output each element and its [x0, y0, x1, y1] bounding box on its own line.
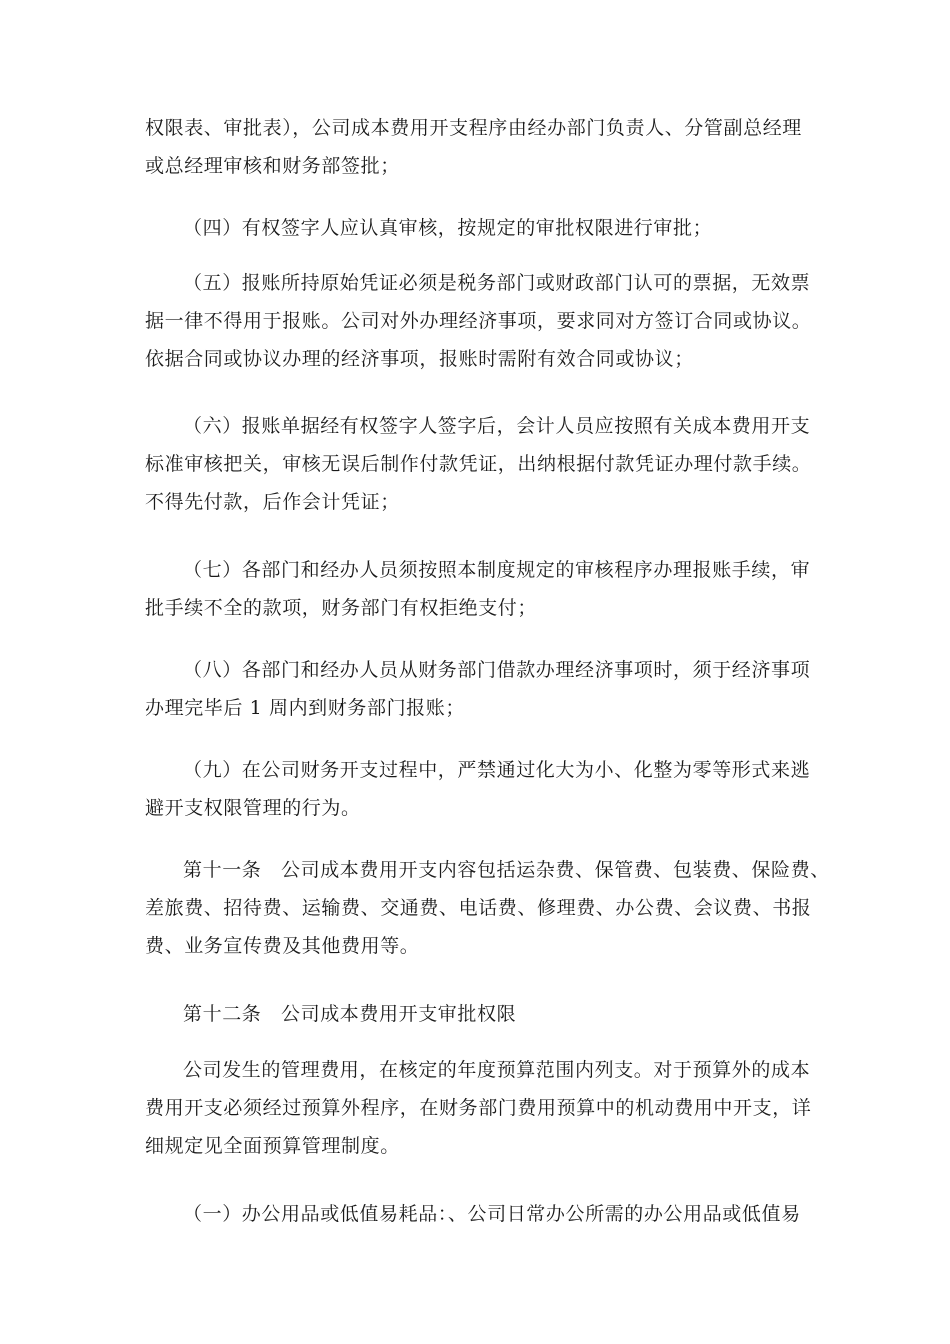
- paragraph-item-8: [145, 651, 825, 727]
- paragraph-item-4: [145, 209, 825, 247]
- text-line: 办理完毕后 1 周内到财务部门报账；: [145, 697, 465, 719]
- text-line: 避开支权限管理的行为。: [145, 797, 361, 819]
- text-line: 标准审核把关，审核无误后制作付款凭证，出纳根据付款凭证办理付款手续。: [145, 453, 812, 475]
- paragraph-item-5: [145, 264, 825, 378]
- text-line: 权限表、审批表），公司成本费用开支程序由经办部门负责人、分管副总经理: [145, 117, 802, 139]
- text-line: 或总经理审核和财务部签批；: [145, 155, 400, 177]
- paragraph-item-9: [145, 751, 825, 827]
- paragraph-item-6: [145, 407, 825, 521]
- text-line: （四）有权签字人应认真审核，按规定的审批权限进行审批；: [183, 217, 713, 239]
- text-line: 批手续不全的款项，财务部门有权拒绝支付；: [145, 597, 538, 619]
- text-line: （七）各部门和经办人员须按照本制度规定的审核程序办理报账手续，审: [183, 559, 811, 581]
- text-line: 据一律不得用于报账。公司对外办理经济事项，要求同对方签订合同或协议。: [145, 310, 812, 332]
- text-line: 细规定见全面预算管理制度。: [145, 1135, 400, 1157]
- text-line: （九）在公司财务开支过程中，严禁通过化大为小、化整为零等形式来逃: [183, 759, 811, 781]
- text-line: 第十二条 公司成本费用开支审批权限: [183, 1003, 517, 1025]
- text-line: 第十一条 公司成本费用开支内容包括运杂费、保管费、包装费、保险费、: [183, 859, 830, 881]
- paragraph-approval-procedure: [145, 109, 825, 185]
- paragraph-item-1-office-supplies: [145, 1195, 825, 1233]
- text-line: 依据合同或协议办理的经济事项，报账时需附有效合同或协议；: [145, 348, 694, 370]
- text-line: 公司发生的管理费用，在核定的年度预算范围内列支。对于预算外的成本: [183, 1059, 811, 1081]
- text-line: （六）报账单据经有权签字人签字后，会计人员应按照有关成本费用开支: [183, 415, 811, 437]
- text-line: （五）报账所持原始凭证必须是税务部门或财政部门认可的票据，无效票: [183, 272, 811, 294]
- paragraph-management-fees: [145, 1051, 825, 1165]
- paragraph-article-12: [145, 995, 825, 1033]
- text-line: 差旅费、招待费、运输费、交通费、电话费、修理费、办公费、会议费、书报: [145, 897, 812, 919]
- paragraph-article-11: [145, 851, 830, 965]
- paragraph-item-7: [145, 551, 825, 627]
- text-line: （一）办公用品或低值易耗品：、公司日常办公所需的办公用品或低值易: [183, 1203, 801, 1225]
- text-line: 费用开支必须经过预算外程序，在财务部门费用预算中的机动费用中开支，详: [145, 1097, 812, 1119]
- text-line: （八）各部门和经办人员从财务部门借款办理经济事项时，须于经济事项: [183, 659, 811, 681]
- text-line: 费、业务宣传费及其他费用等。: [145, 935, 420, 957]
- text-line: 不得先付款，后作会计凭证；: [145, 491, 400, 513]
